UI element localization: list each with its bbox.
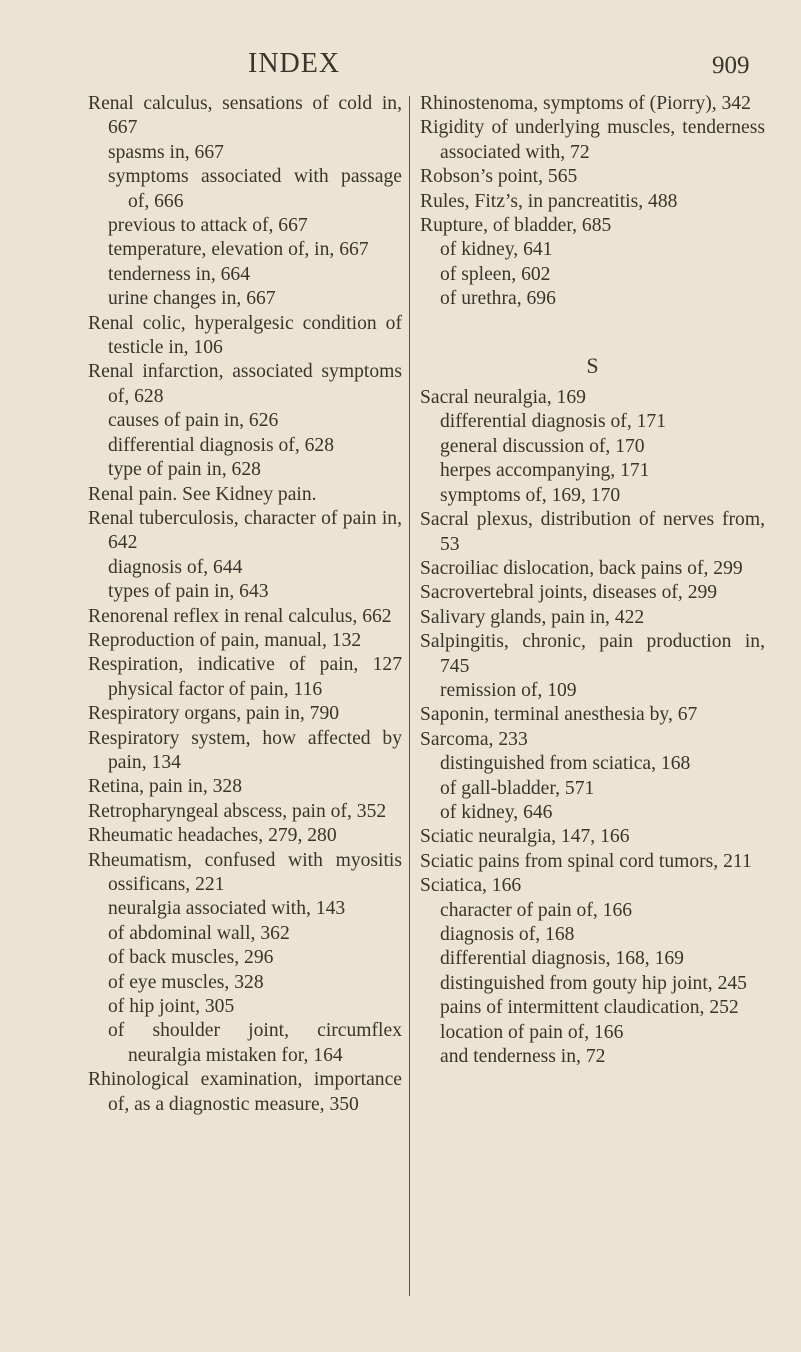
page-header bbox=[0, 48, 801, 84]
index-entry: Sacral plexus, distribution of nerves from, 53 bbox=[420, 509, 765, 555]
index-entry: Renorenal reflex in renal calculus, 662 bbox=[88, 605, 392, 627]
index-subentry: general discussion of, 170 bbox=[440, 435, 645, 457]
index-subentry: tenderness in, 664 bbox=[108, 263, 251, 285]
index-subentry: type of pain in, 628 bbox=[108, 459, 261, 481]
index-subentry: of urethra, 696 bbox=[440, 288, 556, 310]
index-entry: Rhinological examination, importance of, as a diagnostic measure, 350 bbox=[88, 1069, 402, 1115]
index-subentry: differential diagnosis, 168, 169 bbox=[440, 948, 684, 970]
index-subentry: of kidney, 641 bbox=[440, 239, 553, 261]
index-entry: Respiration, indicative of pain, 127 physical factor of pain, 116 bbox=[88, 654, 402, 700]
index-entry: Sacroiliac dislocation, back pains of, 299 bbox=[420, 557, 743, 579]
index-entry: Renal calculus, sensations of cold in, 667 bbox=[88, 93, 402, 139]
index-entry: Rheumatic headaches, 279, 280 bbox=[88, 825, 337, 847]
index-subentry: temperature, elevation of, in, 667 bbox=[108, 239, 369, 261]
index-subentry: causes of pain in, 626 bbox=[108, 410, 279, 432]
column-divider bbox=[409, 96, 410, 1296]
index-subentry: of spleen, 602 bbox=[440, 263, 551, 285]
index-subentry: diagnosis of, 168 bbox=[440, 924, 575, 945]
index-entry: Renal pain. See Kidney pain. bbox=[88, 483, 317, 505]
index-entry: Retropharyngeal abscess, pain of, 352 bbox=[88, 800, 387, 822]
index-entry: Salivary glands, pain in, 422 bbox=[420, 606, 645, 628]
index-entry: Sarcoma, 233 bbox=[420, 728, 528, 750]
index-subentry: spasms in, 667 bbox=[108, 141, 224, 163]
index-subentry: of shoulder joint, circumflex neuralgia mistaken for, 164 bbox=[108, 1020, 402, 1066]
index-subentry: neuralgia associated with, 143 bbox=[108, 898, 346, 920]
index-entry: Rigidity of underlying muscles, tenderness associated with, 72 bbox=[420, 117, 765, 163]
index-subentry: pains of intermittent claudication, 252 bbox=[440, 997, 739, 1019]
section-letter-s: S bbox=[586, 352, 599, 378]
left-column bbox=[88, 92, 402, 1117]
index-subentry: previous to attack of, 667 bbox=[108, 215, 308, 237]
index-subentry: symptoms of, 169, 170 bbox=[440, 484, 621, 506]
index-subentry: differential diagnosis of, 628 bbox=[108, 434, 335, 456]
index-entry: Renal colic, hyperalgesic condition of testicle in, 106 bbox=[88, 312, 402, 359]
index-subentry: types of pain in, 643 bbox=[108, 581, 269, 603]
index-subentry: urine changes in, 667 bbox=[108, 288, 276, 310]
r-entries bbox=[420, 92, 765, 312]
right-column bbox=[420, 92, 765, 1069]
s-entries bbox=[420, 386, 765, 1069]
index-subentry: of gall-bladder, 571 bbox=[440, 777, 595, 799]
index-entry: Rhinostenoma, symptoms of (Piorry), 342 bbox=[420, 93, 751, 114]
index-entry: Rupture, of bladder, 685 bbox=[420, 215, 612, 237]
index-entry: Saponin, terminal anesthesia by, 67 bbox=[420, 704, 698, 726]
index-subentry: of kidney, 646 bbox=[440, 801, 553, 823]
index-subentry: of abdominal wall, 362 bbox=[108, 922, 290, 944]
index-entry: Rules, Fitz’s, in pancreatitis, 488 bbox=[420, 190, 678, 212]
index-subentry: herpes accompanying, 171 bbox=[440, 460, 650, 482]
index-entry: Rheumatism, confused with myositis ossificans, 221 bbox=[88, 849, 402, 895]
index-entry: Renal tuberculosis, character of pain in, 642 bbox=[88, 507, 402, 554]
index-subentry: of back muscles, 296 bbox=[108, 947, 274, 969]
page-title: INDEX bbox=[248, 48, 341, 79]
index-entry: Salpingitis, chronic, pain production in, 745 bbox=[420, 631, 765, 677]
index-subentry: and tenderness in, 72 bbox=[440, 1046, 606, 1068]
index-subentry: remission of, 109 bbox=[440, 679, 577, 701]
index-subentry: location of pain of, 166 bbox=[440, 1021, 624, 1043]
index-subentry: character of pain of, 166 bbox=[440, 899, 633, 921]
index-subentry: distinguished from gouty hip joint, 245 bbox=[440, 972, 747, 994]
index-entry: Sciatic pains from spinal cord tumors, 211 bbox=[420, 850, 752, 872]
index-subentry: distinguished from sciatica, 168 bbox=[440, 753, 691, 775]
page-number: 909 bbox=[712, 52, 750, 79]
index-subentry: symptoms associated with passage of, 666 bbox=[108, 166, 402, 212]
index-entry: Retina, pain in, 328 bbox=[88, 776, 243, 798]
index-subentry: differential diagnosis of, 171 bbox=[440, 411, 667, 433]
index-entry: Sacrovertebral joints, diseases of, 299 bbox=[420, 582, 718, 604]
index-entry: Renal infarction, associated symptoms of, 628 bbox=[88, 361, 402, 407]
index-entry: Sciatica, 166 bbox=[420, 875, 522, 897]
index-entry: Respiratory organs, pain in, 790 bbox=[88, 703, 340, 725]
index-subentry: of eye muscles, 328 bbox=[108, 971, 264, 993]
index-entry: Reproduction of pain, manual, 132 bbox=[88, 629, 362, 651]
index-subentry: diagnosis of, 644 bbox=[108, 556, 243, 578]
index-entry: Sciatic neuralgia, 147, 166 bbox=[420, 826, 630, 848]
index-entry: Robson’s point, 565 bbox=[420, 166, 578, 188]
index-subentry: of hip joint, 305 bbox=[108, 996, 235, 1018]
index-entry: Respiratory system, how affected by pain, 134 bbox=[88, 727, 402, 773]
index-entry: Sacral neuralgia, 169 bbox=[420, 387, 586, 409]
